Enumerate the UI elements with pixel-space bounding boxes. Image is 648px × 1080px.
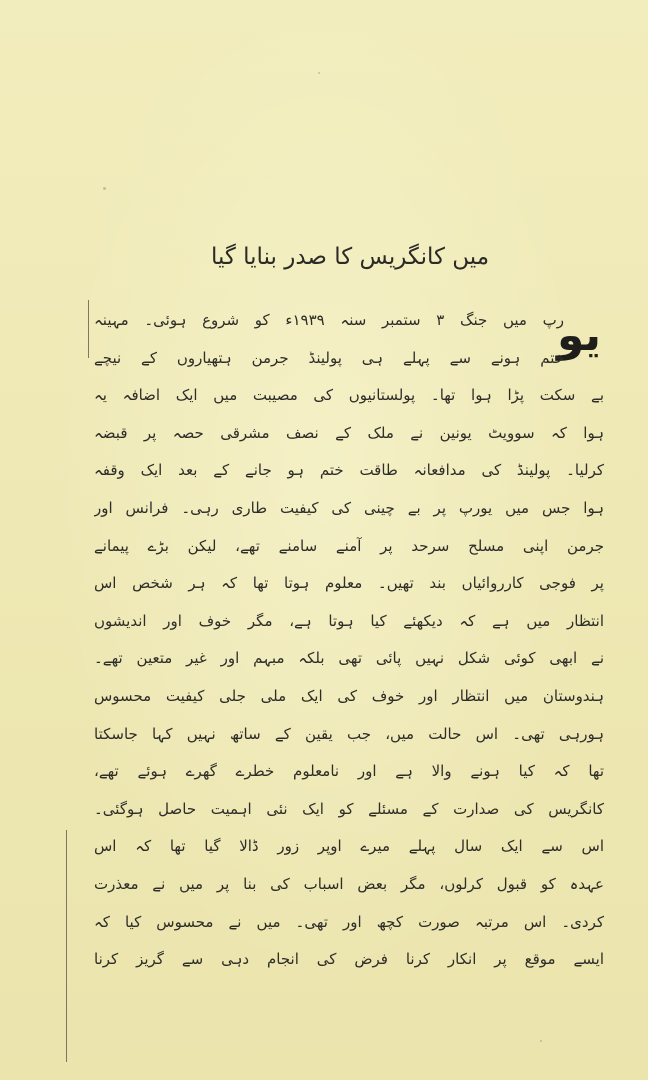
text-line: ہورہی تھی۔ اس حالت میں، جب یقین کے ساتھ نہیں کہا جاسکتا [94, 724, 604, 743]
text-line: کرلیا۔ پولینڈ کی مدافعانہ طاقت ختم ہو جانے کے بعد ایک وقفہ [94, 461, 604, 480]
text-line: ہوا کہ سوویٹ یونین نے ملک کے نصف مشرقی حصہ پر قبضہ [94, 423, 604, 442]
chapter-heading: میں کانگریس کا صدر بنایا گیا [210, 244, 490, 270]
text-line: جرمن اپنی مسلح سرحد پر آمنے سامنے تھے، لیکن بڑے پیمانے [94, 536, 604, 555]
text-line: رپ میں جنگ ۳ ستمبر سنہ ۱۹۳۹ء کو شروع ہوئی۔ مہینہ [94, 311, 564, 329]
margin-pencil-line [88, 300, 89, 358]
paper-speck [103, 187, 106, 190]
text-line: ہوا جس میں یورپ پر بے چینی کی کیفیت طاری رہی۔ فرانس اور [94, 498, 604, 517]
body-text [94, 302, 604, 1022]
text-line: کانگریس کی صدارت کے مسئلے کو ایک نئی اہمیت حاصل ہوگئی۔ [94, 799, 604, 818]
text-line: انتظار میں ہے کہ دیکھئے کیا ہوتا ہے، مگر خوف اور اندیشوں [94, 611, 604, 630]
text-line: تھا کہ کیا ہونے والا ہے اور نامعلوم خطرے گھرے ہوئے تھے، [94, 762, 604, 781]
paper-speck [318, 72, 320, 74]
text-line: ختم ہونے سے پہلے ہی پولینڈ جرمن ہتھیاروں کے نیچے [94, 348, 564, 367]
text-line: عہدہ کو قبول کرلوں، مگر بعض اسباب کی بنا پر میں نے معذرت [94, 874, 604, 893]
text-line: نے ابھی کوئی شکل نہیں پائی تھی بلکہ مبہم اور غیر متعین تھے۔ [94, 649, 604, 668]
drop-cap: یو [556, 310, 602, 361]
text-line: پر فوجی کارروائیاں بند تھیں۔ معلوم ہوتا تھا کہ ہر شخص اس [94, 574, 604, 593]
margin-pencil-line [66, 830, 67, 1062]
text-line: اس سے ایک سال پہلے میرے اوپر زور ڈالا گیا تھا کہ اس [94, 837, 604, 856]
text-line: کردی۔ اس مرتبہ صورت کچھ اور تھی۔ میں نے محسوس کیا کہ [94, 912, 604, 931]
text-line: ہندوستان میں انتظار اور خوف کی ایک ملی جلی کیفیت محسوس [94, 686, 604, 705]
text-line: ایسے موقع پر انکار کرنا فرض کی انجام دہی سے گریز کرنا [94, 950, 604, 969]
text-line: بے سکت پڑا ہوا تھا۔ پولستانیوں کی مصیبت میں ایک اضافہ یہ [94, 386, 604, 405]
paper-speck [540, 1040, 542, 1042]
